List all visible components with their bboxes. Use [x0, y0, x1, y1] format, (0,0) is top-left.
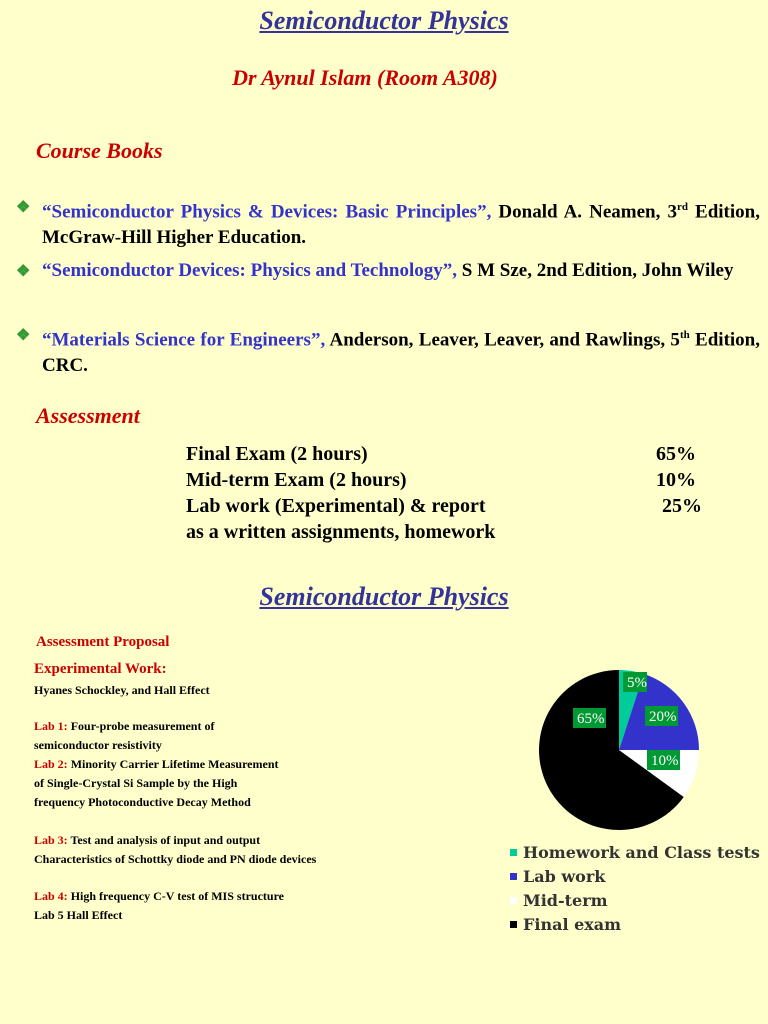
section-title: Semiconductor Physics	[259, 582, 509, 611]
lab-text: High frequency C-V test of MIS structure	[67, 889, 284, 903]
lab-text: semiconductor resistivity	[34, 738, 162, 752]
lab-text: Characteristics of Schottky diode and PN diode devices	[34, 852, 317, 866]
lab-item-4	[34, 887, 374, 925]
experimental-work-text: Hyanes Schockley, and Hall Effect	[34, 683, 210, 697]
assessment-heading: Assessment	[36, 403, 140, 428]
lab-label: Lab 3:	[34, 833, 68, 847]
lab-item-1	[34, 717, 374, 755]
legend-label: Final exam	[523, 914, 622, 934]
assessment-label: Final Exam (2 hours)	[186, 443, 368, 465]
book-details-2: Edition, CRC.	[42, 329, 761, 377]
diamond-bullet-icon: ❖	[16, 263, 31, 280]
book-text	[42, 194, 760, 251]
assessment-percent: 65%	[656, 443, 696, 465]
lab-item-3	[34, 831, 374, 869]
book-text	[42, 322, 760, 379]
pie-data-label	[647, 750, 680, 770]
book-item-1	[16, 194, 760, 251]
pie-data-label	[645, 706, 678, 726]
assessment-percent: 10%	[656, 469, 696, 491]
book-details: Anderson, Leaver, Leaver, and Rawlings, 5	[325, 329, 680, 351]
assessment-proposal-heading: Assessment Proposal	[36, 634, 170, 650]
legend-label: Homework and Class tests	[523, 842, 760, 862]
book-title: “Semiconductor Physics & Devices: Basic Principles”,	[42, 201, 492, 223]
lecturer-line: Dr Aynul Islam (Room A308)	[232, 65, 498, 90]
pie-data-label	[623, 672, 647, 692]
book-sup: th	[679, 329, 690, 341]
pie-data-label-text: 10%	[651, 753, 679, 769]
course-books-heading: Course Books	[36, 138, 163, 163]
book-sup: rd	[676, 201, 688, 213]
book-details: Donald A. Neamen, 3	[491, 201, 677, 223]
book-title: “Semiconductor Devices: Physics and Technology”,	[42, 260, 458, 281]
legend-item	[510, 888, 760, 912]
legend-label: Mid-term	[523, 890, 608, 910]
legend-swatch	[510, 873, 517, 880]
pie-data-label	[573, 708, 606, 728]
assessment-label: Lab work (Experimental) & report	[186, 495, 486, 517]
diamond-bullet-icon: ❖	[16, 327, 31, 344]
legend-item	[510, 912, 760, 936]
book-item-2	[16, 258, 760, 285]
pie-data-label-text: 5%	[627, 675, 647, 691]
lab-label: Lab 1:	[34, 719, 68, 733]
legend-label: Lab work	[523, 866, 606, 886]
legend-swatch	[510, 897, 517, 904]
pie-legend	[510, 840, 760, 936]
book-item-3	[16, 322, 760, 379]
book-details-2: Edition, McGraw-Hill Higher Education.	[42, 201, 760, 249]
lab-text: Test and analysis of input and output	[67, 833, 261, 847]
legend-item	[510, 840, 760, 864]
legend-swatch	[510, 849, 517, 856]
lab-text: Four-probe measurement of	[67, 719, 215, 733]
legend-swatch	[510, 921, 517, 928]
lab-text: Minority Carrier Lifetime Measurement	[67, 757, 279, 771]
lab-text: Lab 5 Hall Effect	[34, 908, 123, 922]
assessment-percent: 25%	[662, 495, 702, 517]
page-title: Semiconductor Physics	[259, 6, 509, 35]
legend-item	[510, 864, 760, 888]
lab-label: Lab 2:	[34, 757, 68, 771]
diamond-bullet-icon: ❖	[16, 199, 31, 216]
lab-text: of Single-Crystal Si Sample by the High	[34, 776, 238, 790]
pie-data-label-text: 20%	[649, 709, 677, 725]
assessment-label: Mid-term Exam (2 hours)	[186, 469, 407, 491]
assessment-pie-chart	[530, 665, 710, 837]
assessment-label: as a written assignments, homework	[186, 521, 496, 543]
book-title: “Materials Science for Engineers”,	[42, 329, 326, 351]
experimental-work-heading: Experimental Work:	[34, 661, 167, 677]
lab-item-2	[34, 755, 374, 812]
pie-data-label-text: 65%	[577, 711, 605, 727]
lab-label: Lab 4:	[34, 889, 68, 903]
lab-text: frequency Photoconductive Decay Method	[34, 795, 251, 809]
book-text	[42, 258, 760, 285]
book-details: S M Sze, 2nd Edition, John Wiley	[457, 260, 734, 281]
